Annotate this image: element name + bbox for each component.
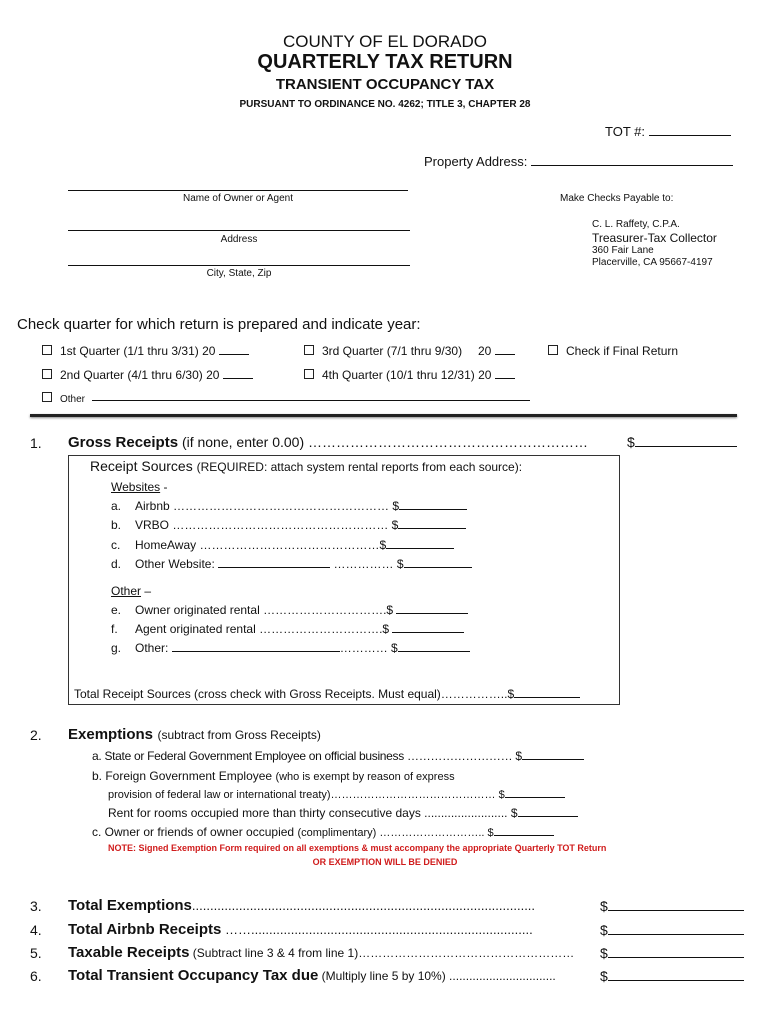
line-6-number: 6. [30, 968, 42, 984]
total-tax-due-blank[interactable] [608, 980, 744, 981]
quarter-3-option[interactable] [304, 344, 462, 358]
exemptions-label: Exemptions [68, 726, 154, 743]
source-owner-rental-blank[interactable] [396, 613, 468, 614]
source-letter: d. [111, 557, 122, 571]
source-label: Other Website: [135, 557, 215, 571]
total-receipt-sources-blank[interactable] [514, 697, 580, 698]
source-vrbo-blank[interactable] [398, 528, 466, 529]
total-tax-due-leader: (Multiply line 5 by 10%) ................................ [318, 969, 556, 983]
source-label: Airbnb ……………………………………………… $ [135, 499, 400, 513]
property-address-field[interactable] [424, 154, 733, 169]
form-subtitle: TRANSIENT OCCUPANCY TAX [275, 76, 495, 93]
total-airbnb-blank[interactable] [608, 934, 744, 935]
receipt-sources-heading: Receipt Sources [90, 458, 193, 474]
other-sources-label: Other [111, 584, 142, 598]
gross-receipts-label: Gross Receipts [68, 434, 179, 451]
websites-label: Websites [111, 480, 161, 494]
owner-name-line[interactable] [68, 190, 408, 191]
total-airbnb-leader: …….............................................................................. [221, 922, 533, 937]
other-sources-dash: – [141, 584, 152, 598]
quarter-3-year[interactable] [478, 344, 515, 358]
total-airbnb-label: Total Airbnb Receipts [68, 921, 222, 938]
quarter-2-label: 2nd Quarter (4/1 thru 6/30) 20 [60, 368, 220, 382]
exemptions-note: (subtract from Gross Receipts) [157, 728, 321, 742]
property-address-blank[interactable] [531, 165, 733, 166]
quarter-3-year-label: 20 [478, 344, 492, 358]
other-line[interactable] [92, 400, 530, 401]
property-address-label: Property Address: [424, 154, 528, 169]
source-airbnb[interactable] [111, 499, 467, 513]
tot-blank[interactable] [649, 135, 731, 136]
taxable-receipts-dollar: $ [600, 945, 608, 961]
source-letter: a. [111, 499, 122, 513]
payable-label: Make Checks Payable to: [560, 193, 674, 204]
source-homeaway[interactable] [111, 538, 454, 552]
source-label: VRBO ……………………………………………… $ [135, 518, 399, 532]
checkbox-q3[interactable] [304, 345, 314, 355]
exemption-a[interactable] [92, 749, 584, 763]
form-title: QUARTERLY TAX RETURN [257, 51, 513, 73]
total-tax-due-row [68, 967, 556, 984]
exemption-a-blank[interactable] [522, 759, 584, 760]
final-return-option[interactable] [548, 344, 678, 358]
source-other-website[interactable] [111, 557, 472, 571]
line-5-number: 5. [30, 945, 42, 961]
owner-name-label: Name of Owner or Agent [182, 193, 294, 204]
checkbox-q2[interactable] [42, 369, 52, 379]
quarter-3-year-blank[interactable] [495, 354, 515, 355]
receipt-sources-heading-row [90, 458, 522, 474]
total-exemptions-label: Total Exemptions [68, 897, 192, 914]
payable-office: Treasurer-Tax Collector [592, 231, 717, 245]
total-receipt-sources[interactable] [74, 687, 580, 701]
city-state-zip-line[interactable] [68, 265, 410, 266]
section-divider [30, 414, 737, 417]
quarter-4-year-blank[interactable] [495, 378, 515, 379]
source-owner-rental[interactable] [111, 603, 468, 617]
source-tail: ………… $ [339, 641, 398, 655]
source-letter: g. [111, 641, 122, 655]
total-airbnb-dollar: $ [600, 922, 608, 938]
address-label: Address [220, 234, 258, 245]
source-letter: b. [111, 518, 122, 532]
source-tail: …………… $ [330, 557, 404, 571]
source-vrbo[interactable] [111, 518, 466, 532]
source-label: Other: [135, 641, 169, 655]
total-exemptions-blank[interactable] [608, 910, 744, 911]
exemption-c-blank[interactable] [494, 835, 554, 836]
checkbox-final-return[interactable] [548, 345, 558, 355]
exemption-b-line-2[interactable] [108, 789, 565, 801]
source-label: HomeAway ………………………………………$ [135, 538, 387, 552]
total-exemptions-row [68, 897, 535, 914]
quarter-1-label: 1st Quarter (1/1 thru 3/31) 20 [60, 344, 216, 358]
line-2-number: 2. [30, 727, 42, 743]
exemption-long-stay-blank[interactable] [518, 816, 578, 817]
exemption-b [92, 769, 455, 783]
final-return-label: Check if Final Return [566, 344, 679, 358]
source-other-blank[interactable] [398, 651, 470, 652]
checkbox-other[interactable] [42, 392, 52, 402]
exemption-c-note: (complimentary) ……………………….. $ [297, 827, 494, 839]
checkbox-q4[interactable] [304, 369, 314, 379]
exemption-warning: OR EXEMPTION WILL BE DENIED [312, 857, 458, 867]
taxable-receipts-field[interactable] [600, 945, 744, 961]
exemption-b-blank[interactable] [505, 797, 565, 798]
other-sources-heading [111, 584, 151, 598]
source-label: Agent originated rental ………………………….$ [135, 622, 390, 636]
quarter-3-label: 3rd Quarter (7/1 thru 9/30) [322, 344, 463, 358]
line-1-text [68, 434, 588, 451]
source-other[interactable] [111, 641, 470, 655]
quarter-1-option[interactable] [42, 344, 249, 358]
source-homeaway-blank[interactable] [386, 548, 454, 549]
exemption-b2-label: provision of federal law or international treaty)……………………………………… $ [108, 789, 505, 801]
taxable-receipts-label: Taxable Receipts [68, 944, 190, 961]
source-label: Owner originated rental ………………………….$ [135, 603, 394, 617]
payable-name: C. L. Raffety, C.P.A. [592, 219, 680, 230]
tot-label: TOT #: [605, 124, 645, 139]
quarter-2-year-blank[interactable] [223, 378, 253, 379]
payable-street: 360 Fair Lane [592, 245, 654, 256]
exemption-c-label: c. Owner or friends of owner occupied [92, 825, 295, 839]
source-airbnb-blank[interactable] [399, 509, 467, 510]
line-4-number: 4. [30, 922, 42, 938]
other-option[interactable] [42, 392, 85, 405]
quarter-1-year-blank[interactable] [219, 354, 249, 355]
source-letter: e. [111, 603, 122, 617]
quarter-4-option[interactable] [304, 368, 515, 382]
total-exemptions-leader: ............................................................................................... [191, 898, 536, 913]
total-airbnb-field[interactable] [600, 922, 744, 938]
total-airbnb-row [68, 921, 533, 938]
address-line[interactable] [68, 230, 410, 231]
quarter-2-option[interactable] [42, 368, 253, 382]
line-2-text [68, 726, 321, 744]
quarter-heading: Check quarter for which return is prepared and indicate year: [17, 316, 421, 333]
line-3-number: 3. [30, 898, 42, 914]
total-exemptions-dollar: $ [600, 898, 608, 914]
payable-city: Placerville, CA 95667-4197 [592, 257, 713, 268]
source-agent-rental-blank[interactable] [392, 632, 464, 633]
exemption-b-label: b. Foreign Government Employee [92, 769, 273, 783]
county-name: COUNTY OF EL DORADO [282, 32, 488, 51]
exemption-long-stay-label: Rent for rooms occupied more than thirty consecutive days ......................... $ [108, 806, 518, 820]
gross-receipts-note: (if none, enter 0.00) …………………………………………………… [181, 434, 589, 450]
other-source-name-blank[interactable] [172, 651, 340, 652]
total-tax-due-field[interactable] [600, 968, 744, 984]
exemption-b-note: (who is exempt by reason of express [275, 771, 455, 783]
taxable-receipts-leader: (Subtract line 3 & 4 from line 1)……………………………………………… [189, 946, 575, 960]
city-state-zip-label: City, State, Zip [206, 268, 272, 279]
taxable-receipts-row [68, 944, 574, 961]
source-other-website-blank[interactable] [404, 567, 472, 568]
checkbox-q1[interactable] [42, 345, 52, 355]
total-tax-due-dollar: $ [600, 968, 608, 984]
gross-receipts-field[interactable] [627, 434, 737, 450]
total-exemptions-field[interactable] [600, 898, 744, 914]
other-website-name-blank[interactable] [218, 567, 330, 568]
quarter-4-label: 4th Quarter (10/1 thru 12/31) 20 [322, 368, 492, 382]
gross-receipts-dollar: $ [627, 434, 635, 450]
exemption-a-label: a. State or Federal Government Employee on official business ……………………… $ [92, 749, 522, 763]
gross-receipts-blank[interactable] [635, 446, 737, 447]
exemption-long-stay[interactable] [108, 806, 578, 820]
websites-dash: - [160, 480, 168, 494]
total-receipt-sources-label: Total Receipt Sources (cross check with Gross Receipts. Must equal)……………..$ [74, 687, 515, 701]
websites-heading [111, 480, 167, 494]
ordinance-reference: PURSUANT TO ORDINANCE NO. 4262; TITLE 3, CHAPTER 28 [239, 99, 531, 110]
exemption-c[interactable] [92, 825, 554, 839]
source-letter: c. [111, 538, 121, 552]
tot-number-field[interactable] [605, 124, 731, 139]
exemption-notice: NOTE: Signed Exemption Form required on all exemptions & must accompany the appropriate Quarterly TOT Return [108, 843, 607, 853]
taxable-receipts-blank[interactable] [608, 957, 744, 958]
total-tax-due-label: Total Transient Occupancy Tax due [68, 967, 319, 984]
other-label: Other [60, 394, 86, 405]
source-agent-rental[interactable] [111, 622, 464, 636]
source-letter: f. [111, 622, 118, 636]
receipt-sources-note: (REQUIRED: attach system rental reports from each source): [196, 460, 523, 474]
line-1-number: 1. [30, 435, 42, 451]
